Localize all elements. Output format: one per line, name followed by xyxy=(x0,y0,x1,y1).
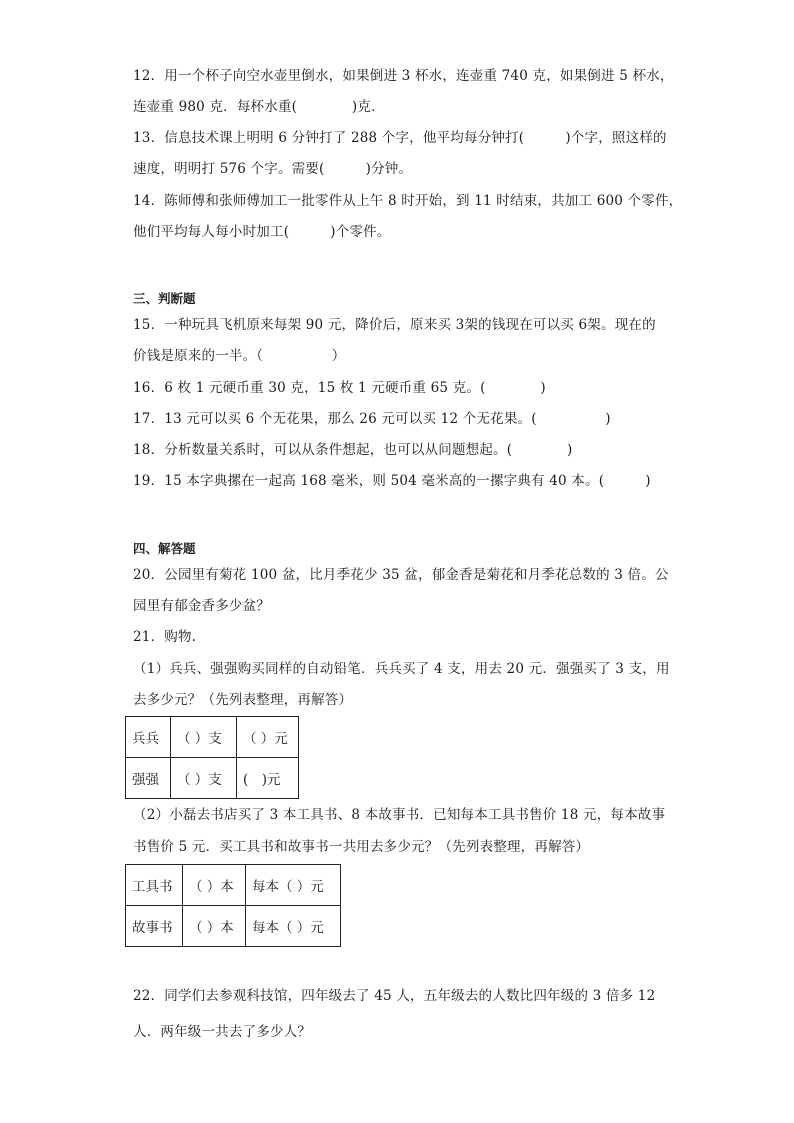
q21-title: 21．购物. xyxy=(133,629,197,645)
table-cell: 故事书 xyxy=(126,906,183,947)
q20-line2: 园里有郁金香多少盆？ xyxy=(133,598,270,614)
q14-line1: 14．陈师傅和张师傅加工一批零件从上午 8 时开始，到 11 时结束，共加工 600 个零件， xyxy=(133,193,683,209)
q13-line1: 13．信息技术课上明明 6 分钟打了 288 个字，他平均每分钟打( )个字，照这样的 xyxy=(133,130,667,146)
q17: 17．13 元可以买 6 个无花果，那么 26 元可以买 12 个无花果。( ) xyxy=(133,411,611,427)
table-books xyxy=(125,864,341,947)
table-cell: 工具书 xyxy=(126,865,183,906)
q18: 18．分析数量关系时，可以从条件想起，也可以从问题想起。( ) xyxy=(133,442,573,458)
q21-1-line1: （1）兵兵、强强购买同样的自动铅笔．兵兵买了 4 支，用去 20 元．强强买了 3 支，用 xyxy=(133,661,670,677)
table-cell: （ ）支 xyxy=(171,717,237,758)
q22-line2: 人．两年级一共去了多少人？ xyxy=(133,1024,312,1040)
q22-line1: 22．同学们去参观科技馆，四年级去了 45 人，五年级去的人数比四年级的 3 倍多 12 xyxy=(133,988,656,1004)
table-cell: （ ）本 xyxy=(183,865,246,906)
q12-line1: 12．用一个杯子向空水壶里倒水，如果倒进 3 杯水，连壶重 740 克，如果倒进 5 杯水， xyxy=(133,68,674,84)
table-row xyxy=(126,865,341,906)
table-cell: （ ）本 xyxy=(183,906,246,947)
table-row xyxy=(126,758,299,799)
q19: 19．15 本字典摞在一起高 168 毫米，则 504 毫米高的一摞字典有 40 本。( ) xyxy=(133,473,651,489)
q21-2-line2: 书售价 5 元．买工具书和故事书一共用去多少元？（先列表整理，再解答） xyxy=(133,839,590,855)
table-row xyxy=(126,906,341,947)
section4-title: 四、解答题 xyxy=(133,541,196,556)
section3-title: 三、判断题 xyxy=(133,291,196,306)
table-cell: （ ）元 xyxy=(237,717,299,758)
table-cell: 每本（ ）元 xyxy=(246,906,341,947)
q12-line2: 连壶重 980 克．每杯水重( )克． xyxy=(133,99,385,115)
q21-2-line1: （2）小磊去书店买了 3 本工具书、8 本故事书．已知每本工具书售价 18 元，每本故事 xyxy=(133,807,666,823)
table-cell: 兵兵 xyxy=(126,717,171,758)
table-pencils xyxy=(125,716,299,799)
q15-line2: 价钱是原来的一半。（ ） xyxy=(133,348,346,364)
q20-line1: 20．公园里有菊花 100 盆，比月季花少 35 盆，郁金香是菊花和月季花总数的 3 倍。公 xyxy=(133,567,669,583)
table-cell: 每本（ ）元 xyxy=(246,865,341,906)
q16: 16．6 枚 1 元硬币重 30 克，15 枚 1 元硬币重 65 克。( ) xyxy=(133,380,546,396)
table-row xyxy=(126,717,299,758)
table-cell: （ ）支 xyxy=(171,758,237,799)
q14-line2: 他们平均每人每小时加工( )个零件。 xyxy=(133,224,391,240)
q21-1-line2: 去多少元？（先列表整理，再解答） xyxy=(133,692,353,708)
table-cell: ( )元 xyxy=(237,758,299,799)
q15-line1: 15．一种玩具飞机原来每架 90 元，降价后，原来买 3架的钱现在可以买 6架。现在的 xyxy=(133,317,656,333)
table-cell: 强强 xyxy=(126,758,171,799)
q13-line2: 速度，明明打 576 个字。需要( )分钟。 xyxy=(133,161,413,177)
